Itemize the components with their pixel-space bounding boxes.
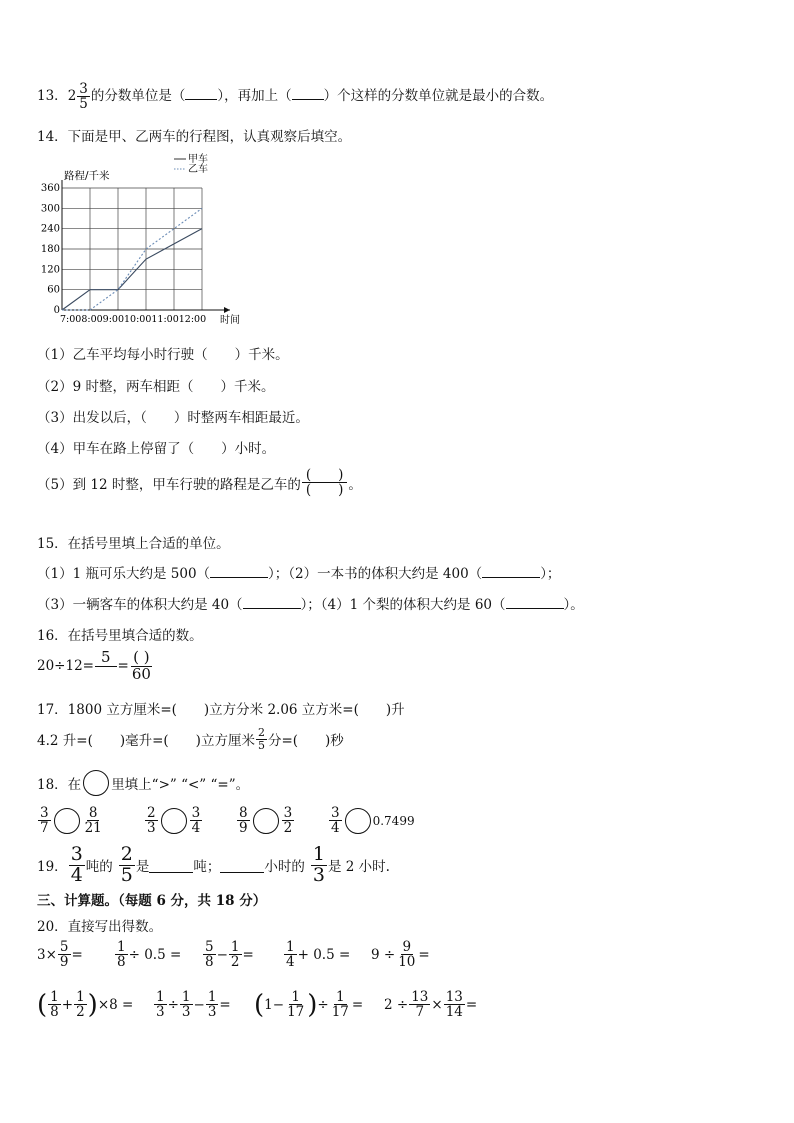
text: ）； <box>540 566 561 582</box>
text: 是 <box>135 859 150 876</box>
text: 18．在 <box>37 777 82 793</box>
numerator: 2 <box>257 726 265 739</box>
y-tick-label: 300 <box>40 203 60 215</box>
text: 吨的 <box>85 859 113 876</box>
q20-item-1: 3× $\frac{5}{9}$ = <box>37 939 83 971</box>
section-3-heading: 三、计算题。（每题 6 分，共 18 分） <box>37 893 267 909</box>
question-15-title: 15．在括号里填上合适的单位。 <box>37 536 230 552</box>
fraction: $\frac{2}{5}$ <box>120 843 133 886</box>
text: ）个这样的分数单位就是最小的合数。 <box>323 88 554 105</box>
question-19 <box>37 845 390 886</box>
text: 。 <box>348 476 362 493</box>
q18-item-2 <box>144 806 203 835</box>
q16-equation <box>37 650 154 683</box>
q15-line2 <box>37 593 584 613</box>
text: ）；（4）1 个梨的体积大约是 60（ <box>300 597 506 613</box>
compare-circle[interactable] <box>161 808 187 834</box>
text: ）。 <box>563 597 584 613</box>
x-tick-labels: 7:008:009:0010:0011:0012:00 <box>60 314 207 325</box>
answer-blank[interactable] <box>149 858 193 873</box>
q14-sub5 <box>37 468 362 497</box>
q17-line1: 17．1800 立方厘米=( )立方分米 2.06 立方米=( )升 <box>37 702 405 718</box>
y-tick-label: 60 <box>47 284 60 296</box>
compare-circle[interactable] <box>54 808 80 834</box>
text: 里填上“>” “<” “=”。 <box>111 777 250 793</box>
fraction: $\frac{3}{4}$ <box>191 805 201 837</box>
fraction: $\frac{2}{3}$ <box>147 805 156 837</box>
answer-fraction <box>130 650 153 683</box>
fraction: $\frac{3}{4}$ <box>331 805 340 837</box>
text: = <box>117 658 129 675</box>
x-axis-label: 时间 <box>220 315 240 326</box>
text: ），再加上（ <box>217 88 292 105</box>
answer-blank[interactable] <box>220 858 264 873</box>
text: 的分数单位是（ <box>90 88 186 105</box>
answer-denominator-blank[interactable]: ( ) <box>305 482 344 499</box>
answer-blank[interactable] <box>243 596 301 609</box>
answer-blank[interactable] <box>292 87 324 100</box>
answer-blank[interactable] <box>482 565 540 578</box>
text: （5）到 12 时整，甲车行驶的路程是乙车的 <box>37 476 301 493</box>
legend-label: 甲车 <box>188 154 208 165</box>
numerator: 3 <box>79 81 88 97</box>
denominator: 5 <box>79 96 88 113</box>
fraction: $\frac{3}{2}$ <box>283 805 293 837</box>
q17-line2 <box>37 727 344 751</box>
q20-item-8: ( 1− $\frac{1}{17}$ ) ÷ $\frac{1}{17}$ = <box>254 989 364 1021</box>
question-13 <box>37 82 553 111</box>
question-20-title: 20．直接写出得数。 <box>37 919 163 935</box>
text: （3）一辆客车的体积大约是 40（ <box>37 597 243 613</box>
y-tick-label: 0 <box>53 305 60 316</box>
circle-icon <box>83 770 109 796</box>
y-tick-label: 180 <box>40 244 60 255</box>
compare-circle[interactable] <box>345 808 371 834</box>
text: （1）1 瓶可乐大约是 500（ <box>37 566 211 582</box>
fraction: $\frac{1}{3}$ <box>312 843 325 886</box>
compare-circle[interactable] <box>253 808 279 834</box>
q20-item-4: $\frac{1}{4}$ + 0.5 = <box>286 939 351 971</box>
q18-item-3 <box>236 806 295 835</box>
y-tick-label: 360 <box>40 183 60 194</box>
question-16-title: 16．在括号里填合适的数。 <box>37 628 203 644</box>
decimal: 0.7499 <box>372 813 415 828</box>
text: ）；（2）一本书的体积大约是 400（ <box>268 566 483 582</box>
question-number: 19． <box>37 859 68 876</box>
fraction: $\frac{3}{4}$ <box>70 843 83 886</box>
question-14-title: 14．下面是甲、乙两车的行程图，认真观察后填空。 <box>37 129 352 145</box>
chart-layer <box>41 153 240 326</box>
text: 吨； <box>193 859 221 876</box>
text: 小时的 <box>264 859 305 876</box>
answer-fraction <box>302 468 348 497</box>
answer-blank[interactable]: ( ) <box>133 648 150 666</box>
fraction <box>95 650 117 683</box>
fraction <box>77 82 90 111</box>
x-axis-arrow <box>224 307 230 313</box>
question-number: 13． <box>37 88 68 105</box>
fraction: $\frac{8}{21}$ <box>84 805 102 837</box>
q14-sub4: （4）甲车在路上停留了（ ）小时。 <box>37 441 276 457</box>
text: 4.2 升=( )毫升=( )立方厘米 <box>37 733 255 750</box>
travel-chart <box>34 150 284 330</box>
q20-item-5: 9 ÷ $\frac{9}{10}$ = <box>371 939 430 971</box>
q20-item-2: $\frac{1}{8}$ ÷ 0.5 = <box>117 939 182 971</box>
q20-item-3: $\frac{5}{8}$ − $\frac{1}{2}$ = <box>205 939 254 971</box>
legend-label: 乙车 <box>188 164 208 175</box>
y-axis-label: 路程/千米 <box>64 170 110 182</box>
denominator: 60 <box>131 664 151 683</box>
numerator: 5 <box>95 650 117 667</box>
q20-item-6: ( $\frac{1}{8}$ + $\frac{1}{2}$ ) ×8 = <box>37 989 134 1021</box>
mixed-whole: 2 <box>67 88 77 105</box>
q18-item-1 <box>37 806 105 835</box>
text: 是 2 小时. <box>327 859 390 876</box>
answer-blank[interactable] <box>506 596 564 609</box>
answer-numerator-blank[interactable]: ( ) <box>302 468 348 483</box>
q14-sub1: （1）乙车平均每小时行驶（ ）千米。 <box>37 347 289 363</box>
fraction: $\frac{3}{7}$ <box>40 805 49 837</box>
denominator: 5 <box>257 738 265 752</box>
text: 20÷12= <box>37 658 94 675</box>
fraction <box>256 727 267 751</box>
q14-sub3: （3）出发以后，（ ）时整两车相距最近。 <box>37 410 309 426</box>
text: 分=( )秒 <box>267 733 344 750</box>
q14-sub2: （2）9 时整，两车相距（ ）千米。 <box>37 379 275 395</box>
q20-item-9: 2 ÷ $\frac{13}{7}$ × $\frac{13}{14}$ = <box>384 989 478 1021</box>
answer-blank[interactable] <box>185 87 217 100</box>
fraction: $\frac{8}{9}$ <box>239 805 248 837</box>
q18-title <box>37 770 249 796</box>
y-tick-label: 120 <box>40 264 60 276</box>
q18-item-4 <box>328 806 415 835</box>
y-tick-label: 240 <box>40 223 60 235</box>
q20-item-7: $\frac{1}{3}$ ÷ $\frac{1}{3}$ − $\frac{1}{3}$ = <box>156 989 231 1021</box>
q15-line1 <box>37 562 560 582</box>
answer-blank[interactable] <box>210 565 268 578</box>
